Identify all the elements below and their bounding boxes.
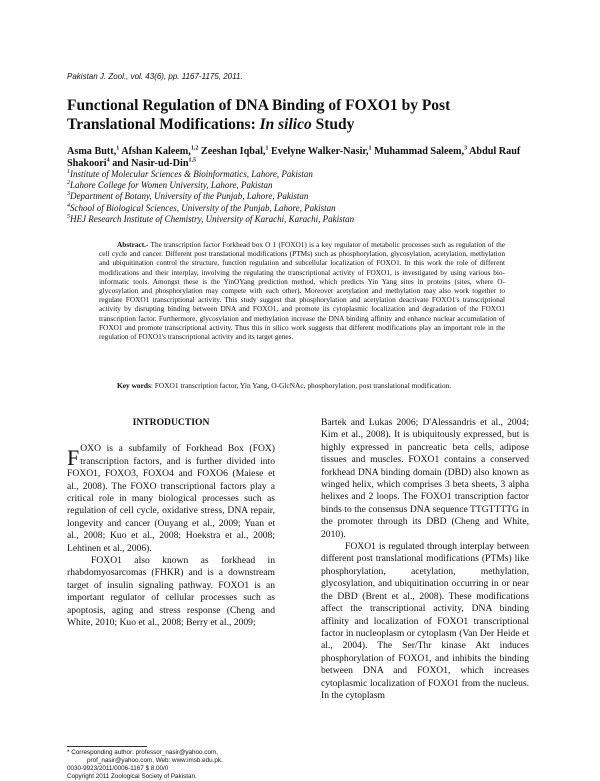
affiliation-number: 2 (67, 180, 70, 187)
footnote-line: Copyright 2011 Zoological Society of Pakistan. (67, 773, 197, 780)
title-part-a: Translational Modifications: (67, 116, 260, 133)
author-list (67, 146, 537, 170)
affiliation (67, 180, 537, 191)
affiliation-text: Lahore College for Women University, Lahore, Pakistan (70, 180, 273, 191)
author-name: Muhammad Saleem, (371, 146, 465, 157)
paragraph: FOXO1 is regulated through interplay between different post translational modifications (PTMs) like phosphorylation, acetylation, methylation, glycosylation, and ubiquitination occurring in or near the DBD (Brent et al., 2008). These modifications affect the transcriptional activity, DNA binding affinity and localization of FOXO1 transcriptional factor in nucleoplasm or cytoplasm (Van Der Heide et al., 2004). The Ser/Thr kinase Akt induces phosphorylation of FOXO1, and inhibits the binding between DNA and FOXO1, which increases cytoplasmic localization of FOXO1 from the nucleus. In the cytoplasm (321, 541, 529, 701)
affiliation (67, 203, 537, 214)
section-heading: INTRODUCTION (132, 417, 210, 428)
paragraph (67, 443, 275, 555)
affiliation (67, 214, 537, 225)
author-name: Asma Butt, (67, 146, 117, 157)
author-affil-mark: 1 (368, 145, 372, 152)
keywords-text: : FOXO1 transcription factor, Yin Yang, O-GlcNAc, phosphorylation, post translational modification. (150, 381, 452, 390)
title-part-italic: In silico (259, 116, 312, 133)
footnote-divider (67, 746, 147, 747)
affiliation-text: School of Biological Sciences, University of the Punjab, Lahore, Pakistan (70, 202, 336, 213)
footnote-line: 0030-9923/2011/0006-1167 $ 8.00/0 (67, 765, 169, 772)
author-name: Abdul Rauf Shakoori (67, 146, 521, 169)
footnote (67, 749, 317, 781)
affiliation-number: 4 (67, 202, 70, 209)
paper-title (67, 96, 537, 134)
paragraph-text: OXO is a subfamily of Forkhead Box (FOX) transcription factors, and is further divided into FOXO1, FOXO3, FOXO4 and FOXO6 (Maiese et al., 2008). The FOXO transcriptional factors play a critical role in many biological processes such as regulation of cell cycle, oxidative stress, DNA repair, longevity and cancer (Ouyang et al., 2009; Yuan et al., 2008; Kuo et al., 2008; Hoekstra et al., 2008; Lehtinen et al., 2006). (67, 443, 275, 554)
keywords-label: Key words (117, 381, 151, 390)
affiliation-text: HEJ Research Institute of Chemistry, University of Karachi, Karachi, Pakistan (70, 213, 355, 224)
keywords (117, 381, 517, 390)
author-affil-mark: 1 (265, 145, 269, 152)
paragraph: FOXO1 also known as forkhead in rhabdomyosarcomas (FHKR) and is a downstream target of insulin signaling pathway. FOXO1 is an important regulator of cellular processes such as apoptosis, aging and stress response (Cheng and White, 2010; Kuo et al., 2008; Berry et al., 2009; (67, 555, 275, 629)
author-name: and Nasir-ud-Din (109, 158, 189, 169)
drop-cap: F (67, 445, 80, 471)
abstract-label: Abstract.- (117, 240, 149, 249)
affiliation (67, 191, 537, 202)
affiliation-text: Department of Botany, University of the Punjab, Lahore, Pakistan (70, 191, 309, 202)
title-line-1: Functional Regulation of DNA Binding of FOXO1 by Post (67, 97, 451, 114)
journal-reference: Pakistan J. Zool., vol. 43(6), pp. 1167-1175, 2011. (67, 72, 243, 81)
author-affil-mark: 1,5 (188, 157, 197, 164)
affiliation-text: Institute of Molecular Sciences & Bioinformatics, Lahore, Pakistan (70, 169, 313, 179)
abstract-text: The transcription factor Forkhead box O 1 (FOXO1) is a key regulator of metabolic processes such as regulation of the cell cycle and cancer. Different post translational modifications (PTMs) such as phosphorylation, glycosylation, acetylation, methylation and ubiquitination control the structure, function regulation and subcellular localization of FOXO1. In this work the role of different modifications and their interplay, involving the regulating the transcriptional activity of FOXO1, is investigated by using various bio-informatic tools. Amongst these is the YinOYang prediction method, which predicts Yin Yang sites in proteins (sites, where O-glycosylation and phosphorylation may compete with each other). Moreover acetylation and methylation may also work together to regulate FOXO1 transcriptional activity. This study suggest that phosphorylation and acetylation deactivate FOXO1's transcriptional activity by disrupting binding between DNA and FOXO1, and promote its cytoplasmic localization and degradation of the FOXO1 transcription factor. Furthermore, glycosylation and methylation increase the DNA binding affinity and enhance nuclear accumulation of FOXO1 and promote transcriptional activity. Thus this in silico work suggests that different modifications play an important role in the regulation of FOXO1's transcriptional activity and its target genes. (99, 240, 505, 342)
affiliation-number: 5 (67, 213, 70, 220)
affiliation-number: 3 (67, 191, 70, 198)
affiliation (67, 169, 537, 180)
author-name: Zeeshan Iqbal, (198, 146, 266, 157)
footnote-line: * Corresponding author: professor_nasir@yahoo.com, (67, 749, 218, 756)
author-affil-mark: 1 (116, 145, 120, 152)
column-right (321, 417, 529, 702)
footnote-line: prof_nasir@yahoo.com, Web: www.imsb.edu.pk. (87, 757, 223, 764)
title-part-c: Study (311, 116, 355, 133)
author-affil-mark: 3 (464, 145, 468, 152)
paragraph: Bartek and Lukas 2006; D'Alessandris et al., 2004; Kim et al., 2008). It is ubiquitously expressed, but is highly expressed in pancreatic beta cells, adipose tissues and muscles. FOXO1 contains a conserved forkhead DNA binding domain (DBD) also known as winged helix, which comprises 3 beta sheets, 3 alpha helixes and 2 loops. The FOXO1 transcription factor binds to the consensus DNA sequence TTGTTTTG in the promoter through its DBD (Cheng and White, 2010). (321, 417, 529, 540)
author-name: Evelyne Walker-Nasir, (268, 146, 369, 157)
author-affil-mark: 4 (106, 157, 110, 164)
column-left (67, 417, 275, 630)
title-line-2 (67, 115, 537, 134)
author-name: Afshan Kaleem, (119, 146, 191, 157)
affiliation-number: 1 (67, 169, 70, 175)
author-affil-mark: 1,2 (190, 145, 199, 152)
affiliations (67, 169, 537, 225)
abstract (99, 240, 505, 341)
